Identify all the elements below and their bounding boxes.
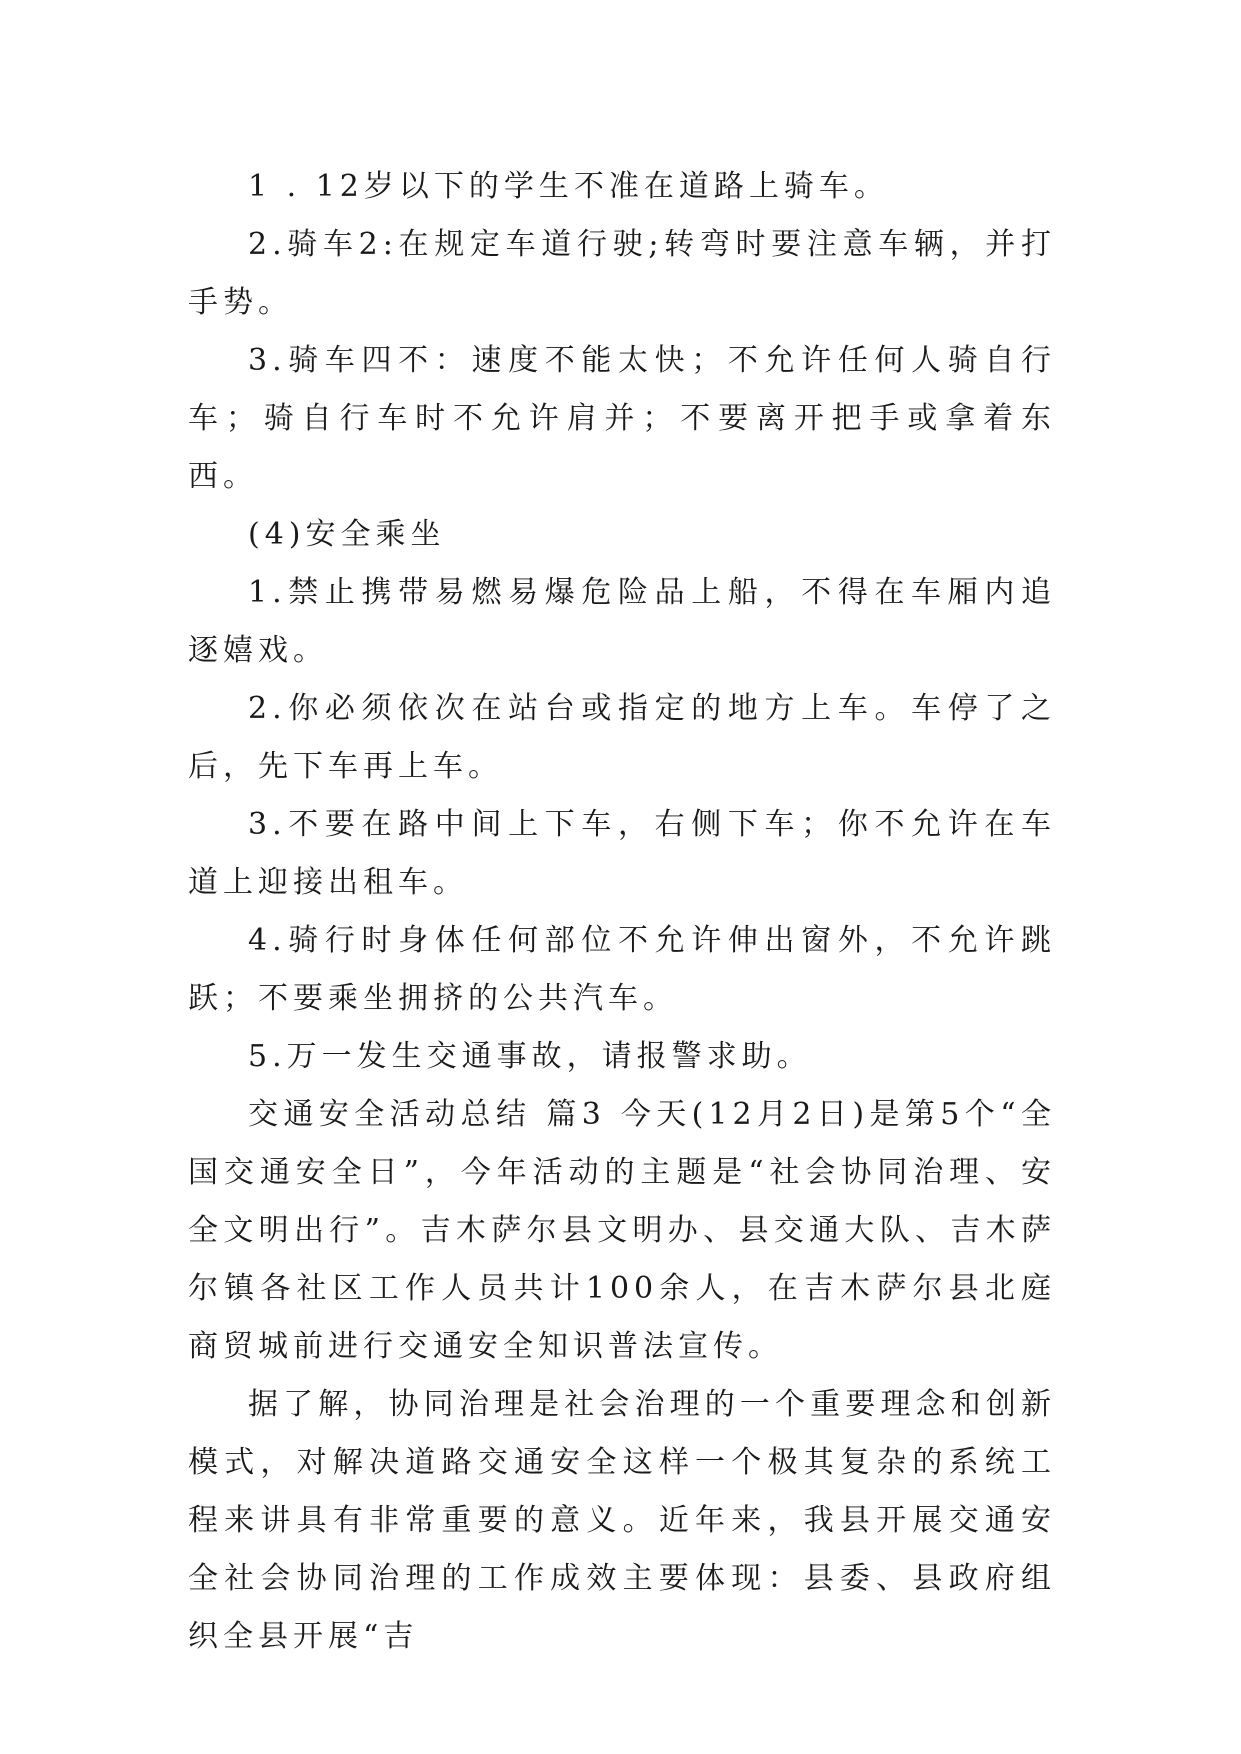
paragraph-no-boarding-mid-road: 3.不要在路中间上下车，右侧下车；你不允许在车道上迎接出租车。 [188,807,1056,900]
paragraph-cycling-age-rule: 1 . 12岁以下的学生不准在道路上骑车。 [248,169,889,204]
paragraph-board-in-order: 2.你必须依次在站台或指定的地方上车。车停了之后，先下车再上车。 [188,691,1056,784]
paragraph-report-accident: 5.万一发生交通事故，请报警求助。 [248,1039,812,1074]
paragraph-cycling-lane-rule: 2.骑车2:在规定车道行驶;转弯时要注意车辆，并打手势。 [188,227,1056,320]
document-body [188,158,1056,1666]
paragraph-no-leaning-out: 4.骑行时身体任何部位不允许伸出窗外，不允许跳跃；不要乘坐拥挤的公共汽车。 [188,923,1056,1016]
paragraph-no-dangerous-goods: 1.禁止携带易燃易爆危险品上船，不得在车厢内追逐嬉戏。 [188,575,1056,668]
paragraph-cycling-four-nots: 3.骑车四不：速度不能太快；不允许任何人骑自行车；骑自行车时不允许肩并；不要离开把手或拿着东西。 [188,343,1056,494]
paragraph-activity-summary: 交通安全活动总结 篇3 今天(12月2日)是第5个“全国交通安全日”，今年活动的主题是“社会协同治理、安全文明出行”。吉木萨尔县文明办、县交通大队、吉木萨尔镇各社区工作人员共计100余人，在吉木萨尔县北庭商贸城前进行交通安全知识普法宣传。 [188,1097,1056,1364]
section-heading-safe-riding: (4)安全乘坐 [248,517,446,552]
paragraph-collaborative-governance: 据了解，协同治理是社会治理的一个重要理念和创新模式，对解决道路交通安全这样一个极其复杂的系统工程来讲具有非常重要的意义。近年来，我县开展交通安全社会协同治理的工作成效主要体现：县委、县政府组织全县开展“吉 [188,1387,1056,1654]
